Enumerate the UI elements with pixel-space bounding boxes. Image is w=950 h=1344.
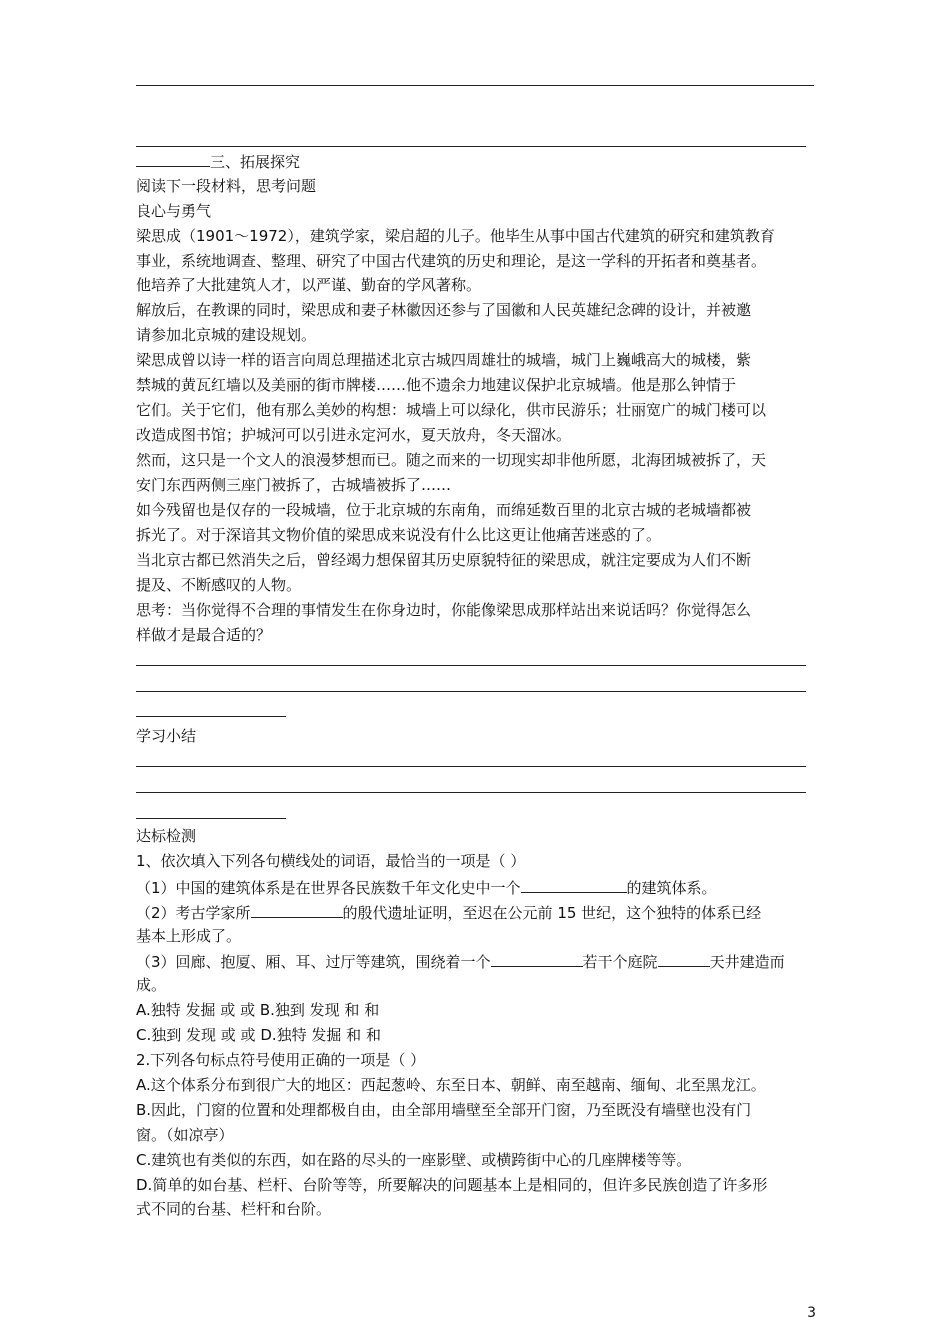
heading-blank	[136, 150, 210, 167]
q1-options-ab: A.独特 发掘 或 或 B.独到 发现 和 和	[136, 1001, 380, 1019]
passage-line: 提及、不断感叹的人物。	[136, 576, 302, 594]
passage-line: 当北京古都已然消失之后，曾经竭力想保留其历史原貌特征的梁思成，就注定要成为人们不断	[136, 551, 752, 569]
passage-line: 禁城的黄瓦红墙以及美丽的街市牌楼……他不遗余力地建议保护北京城墙。他是那么钟情于	[136, 376, 737, 394]
answer-line[interactable]	[136, 146, 806, 147]
think-question: 思考：当你觉得不合理的事情发生在你身边时，你能像梁思成那样站出来说话吗？你觉得怎么	[136, 601, 752, 619]
q2-option-d: D.简单的如台基、栏杆、台阶等等，所要解决的问题基本上是相同的，但许多民族创造了许多形	[136, 1176, 768, 1194]
q1-sentence-3: （3）回廊、抱厦、厢、耳、过厅等建筑，围绕着一个 若干个庭院 天井建造而	[136, 950, 785, 972]
q1-sentence-1: （1）中国的建筑体系是在世界各民族数千年文化史中一个 的建筑体系。	[136, 876, 717, 898]
instruction: 阅读下一段材料，思考问题	[136, 177, 317, 195]
summary-title: 学习小结	[136, 727, 197, 745]
fill-blank[interactable]	[521, 876, 627, 893]
passage-line: 如今残留也是仅存的一段城墙，位于北京城的东南角，而绵延数百里的北京古城的老城墙都被	[136, 501, 752, 519]
answer-line[interactable]	[136, 818, 286, 819]
q1-stem: 1、依次填入下列各句横线处的词语，最恰当的一项是（ ）	[136, 852, 526, 870]
passage-line: 事业，系统地调查、整理、研究了中国古代建筑的历史和理论，是这一学科的开拓者和奠基者。	[136, 252, 767, 270]
passage-line: 梁思成曾以诗一样的语言向周总理描述北京古城四周雄壮的城墙，城门上巍峨高大的城楼，紫	[136, 351, 752, 369]
passage-line: 梁思成（1901～1972），建筑学家，梁启超的儿子。他毕生从事中国古代建筑的研究和建筑教育	[136, 227, 775, 245]
think-question: 样做才是最合适的？	[136, 626, 272, 644]
passage-line: 解放后，在教课的同时，梁思成和妻子林徽因还参与了国徽和人民英雄纪念碑的设计，并被邀	[136, 301, 752, 319]
page-number: 3	[807, 1305, 816, 1321]
answer-line[interactable]	[136, 766, 806, 767]
q2-option-b-cont: 窗。（如凉亭）	[136, 1126, 234, 1144]
fill-blank[interactable]	[658, 950, 710, 967]
fill-blank[interactable]	[251, 901, 343, 918]
check-title: 达标检测	[136, 827, 197, 845]
passage-line: 然而，这只是一个文人的浪漫梦想而已。随之而来的一切现实却非他所愿，北海团城被拆了，天	[136, 451, 767, 469]
answer-line[interactable]	[136, 665, 806, 666]
answer-line[interactable]	[136, 716, 286, 717]
answer-line[interactable]	[136, 792, 806, 793]
passage-title: 良心与勇气	[136, 202, 212, 220]
q1-options-cd: C.独到 发现 或 或 D.独特 发掘 和 和	[136, 1026, 381, 1044]
q2-stem: 2.下列各句标点符号使用正确的一项是（ ）	[136, 1051, 426, 1069]
passage-line: 安门东西两侧三座门被拆了，古城墙被拆了……	[136, 476, 452, 494]
q2-option-d-cont: 式不同的台基、栏杆和台阶。	[136, 1200, 332, 1218]
q1-sentence-3-cont: 成。	[136, 976, 167, 994]
q2-option-b: B.因此，门窗的位置和处理都极自由，由全部用墙壁至全部开门窗，乃至既没有墙壁也没有门	[136, 1101, 752, 1119]
q2-option-a: A.这个体系分布到很广大的地区：西起葱岭、东至日本、朝鲜、南至越南、缅甸、北至黑龙江。	[136, 1076, 766, 1094]
q2-option-c: C.建筑也有类似的东西，如在路的尽头的一座影壁、或横跨街中心的几座牌楼等等。	[136, 1151, 692, 1169]
answer-line[interactable]	[136, 85, 814, 86]
q1-sentence-2-cont: 基本上形成了。	[136, 927, 242, 945]
section-heading	[136, 150, 300, 172]
q1-sentence-2: （2）考古学家所 的殷代遗址证明，至迟在公元前 15 世纪，这个独特的体系已经	[136, 901, 761, 923]
fill-blank[interactable]	[491, 950, 583, 967]
passage-line: 拆光了。对于深谙其文物价值的梁思成来说没有什么比这更让他痛苦迷惑的了。	[136, 526, 662, 544]
section-title: 三、拓展探究	[210, 153, 301, 171]
passage-line: 请参加北京城的建设规划。	[136, 326, 317, 344]
passage-line: 改造成图书馆；护城河可以引进永定河水，夏天放舟，冬天溜冰。	[136, 426, 572, 444]
passage-line: 它们。关于它们，他有那么美妙的构想：城墙上可以绿化，供市民游乐；壮丽宽广的城门楼可以	[136, 401, 767, 419]
passage-line: 他培养了大批建筑人才，以严谨、勤奋的学风著称。	[136, 276, 482, 294]
answer-line[interactable]	[136, 691, 806, 692]
